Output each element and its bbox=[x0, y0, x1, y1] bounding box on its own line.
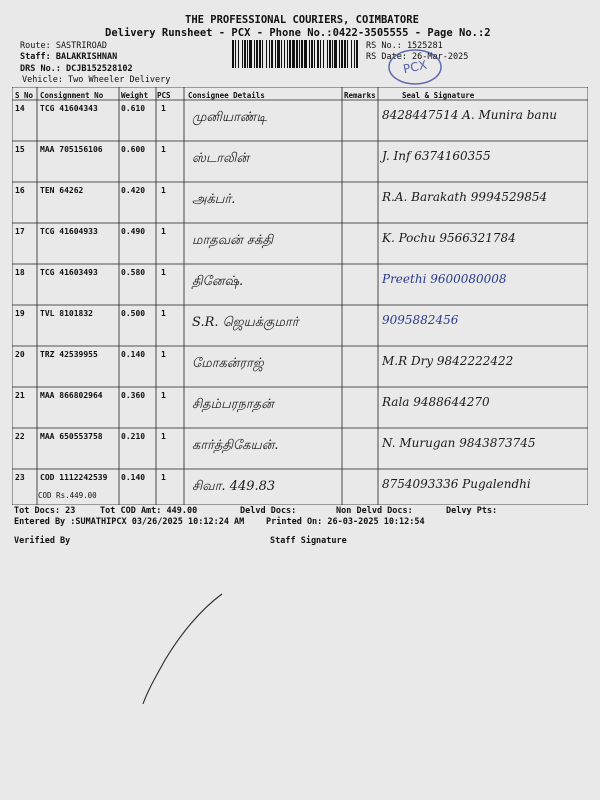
row-weight: 0.140 bbox=[121, 473, 146, 482]
row-weight: 0.600 bbox=[121, 145, 146, 154]
verified-by-label: Verified By bbox=[14, 536, 71, 546]
row-sno: 20 bbox=[15, 350, 25, 359]
row-consignment-no: MAA 705156106 bbox=[40, 145, 103, 154]
row-consignee-handwritten: அக்பர். bbox=[192, 192, 236, 207]
row-consignee-handwritten: மாதவன் சக்தி bbox=[192, 233, 274, 248]
stamp-text: PCX bbox=[401, 57, 429, 77]
row-weight: 0.360 bbox=[121, 391, 146, 400]
pen-stroke-mark bbox=[140, 590, 230, 710]
row-consignment-no: MAA 866802964 bbox=[40, 391, 103, 400]
col-header-consignment: Consignment No bbox=[40, 91, 104, 100]
row-pcs: 1 bbox=[161, 391, 166, 400]
row-weight: 0.490 bbox=[121, 227, 146, 236]
row-seal-signature: K. Pochu 9566321784 bbox=[382, 231, 516, 245]
row-seal-signature: J. Inf 6374160355 bbox=[382, 149, 491, 163]
row-consignment-no: MAA 650553758 bbox=[40, 432, 103, 441]
tot-docs: Tot Docs: 23 bbox=[14, 506, 76, 516]
entered-by: Entered By :SUMATHIPCX 03/26/2025 10:12:24 AM bbox=[14, 517, 245, 527]
row-consignee-handwritten: ஸ்டாலின் bbox=[192, 151, 249, 166]
row-seal-signature: N. Murugan 9843873745 bbox=[382, 436, 536, 450]
staff-label: Staff: BALAKRISHNAN bbox=[20, 52, 118, 62]
row-weight: 0.500 bbox=[121, 309, 146, 318]
row-pcs: 1 bbox=[161, 145, 166, 154]
row-seal-signature: 8754093336 Pugalendhi bbox=[382, 477, 531, 491]
row-sno: 18 bbox=[15, 268, 25, 277]
row-sno: 19 bbox=[15, 309, 25, 318]
delvd-docs: Delvd Docs: bbox=[240, 506, 297, 516]
col-header-signature: Seal & Signature bbox=[402, 91, 475, 100]
col-header-weight: Weight bbox=[121, 91, 149, 100]
staff-signature-label: Staff Signature bbox=[270, 536, 347, 546]
row-weight: 0.580 bbox=[121, 268, 146, 277]
col-header-consignee: Consignee Details bbox=[188, 91, 265, 100]
vehicle-label: Vehicle: Two Wheeler Delivery bbox=[22, 75, 171, 85]
row-sno: 21 bbox=[15, 391, 25, 400]
row-sno: 16 bbox=[15, 186, 25, 195]
row-pcs: 1 bbox=[161, 309, 166, 318]
row-pcs: 1 bbox=[161, 227, 166, 236]
row-seal-signature: R.A. Barakath 9994529854 bbox=[382, 190, 548, 204]
route-label: Route: SASTRIROAD bbox=[20, 41, 107, 51]
row-consignment-no: TCG 41603493 bbox=[40, 268, 98, 277]
row-seal-signature: M.R Dry 9842222422 bbox=[382, 354, 514, 368]
row-consignment-no: TCG 41604343 bbox=[40, 104, 98, 113]
row-consignee-handwritten: முனியாண்டி bbox=[192, 110, 267, 125]
row-consignment-no: TCG 41604933 bbox=[40, 227, 98, 236]
row-consignment-no: TVL 8101832 bbox=[40, 309, 93, 318]
tot-cod-amt: Tot COD Amt: 449.00 bbox=[100, 506, 198, 516]
row-weight: 0.140 bbox=[121, 350, 146, 359]
row-pcs: 1 bbox=[161, 186, 166, 195]
row-weight: 0.210 bbox=[121, 432, 146, 441]
row-seal-signature: Preethi 9600080008 bbox=[382, 272, 507, 286]
row-consignee-handwritten: S.R. ஜெயக்குமார் bbox=[192, 315, 299, 330]
col-header-remarks: Remarks bbox=[344, 91, 376, 100]
row-consignment-no: TRZ 42539955 bbox=[40, 350, 98, 359]
row-seal-signature: 9095882456 bbox=[382, 313, 459, 327]
row-sno: 15 bbox=[15, 145, 25, 154]
row-pcs: 1 bbox=[161, 268, 166, 277]
row-sno: 23 bbox=[15, 473, 25, 482]
row-seal-signature: 8428447514 A. Munira banu bbox=[382, 108, 558, 122]
delvy-pts: Delvy Pts: bbox=[446, 506, 498, 516]
col-header-pcs: PCS bbox=[157, 91, 171, 100]
drs-number: DRS No.: DCJB152528102 bbox=[20, 64, 133, 74]
row-weight: 0.420 bbox=[121, 186, 146, 195]
row-pcs: 1 bbox=[161, 350, 166, 359]
row-consignment-no: TEN 64262 bbox=[40, 186, 84, 195]
row-consignee-handwritten: கார்த்திகேயன். bbox=[192, 438, 279, 453]
row-consignee-handwritten: தினேஷ். bbox=[192, 274, 244, 289]
company-name: THE PROFESSIONAL COURIERS, COIMBATORE bbox=[185, 14, 419, 26]
row-consignee-handwritten: சிதம்பரநாதன் bbox=[192, 397, 274, 412]
row-consignment-no: COD 1112242539 bbox=[40, 473, 108, 482]
rs-number: RS No.: 1525281 bbox=[366, 41, 443, 51]
row-sno: 22 bbox=[15, 432, 25, 441]
rs-date: RS Date: 26-Mar-2025 bbox=[366, 52, 469, 62]
row-weight: 0.610 bbox=[121, 104, 146, 113]
barcode-image bbox=[232, 40, 358, 68]
printed-on: Printed On: 26-03-2025 10:12:54 bbox=[266, 517, 425, 527]
row-consignee-handwritten: மோகன்ராஜ் bbox=[192, 356, 264, 371]
pcx-stamp bbox=[386, 47, 444, 87]
row-pcs: 1 bbox=[161, 473, 166, 482]
row-sno: 14 bbox=[15, 104, 25, 113]
row-sno: 17 bbox=[15, 227, 25, 236]
row-pcs: 1 bbox=[161, 104, 166, 113]
col-header-sno: S No bbox=[15, 91, 34, 100]
row-pcs: 1 bbox=[161, 432, 166, 441]
non-delvd-docs: Non Delvd Docs: bbox=[336, 506, 413, 516]
row-consignee-handwritten: சிவா. 449.83 bbox=[192, 479, 276, 494]
runsheet-title: Delivery Runsheet - PCX - Phone No.:0422-3505555 - Page No.:2 bbox=[105, 27, 491, 39]
row-seal-signature: Rala 9488644270 bbox=[382, 395, 490, 409]
cod-note: COD Rs.449.00 bbox=[38, 491, 97, 500]
